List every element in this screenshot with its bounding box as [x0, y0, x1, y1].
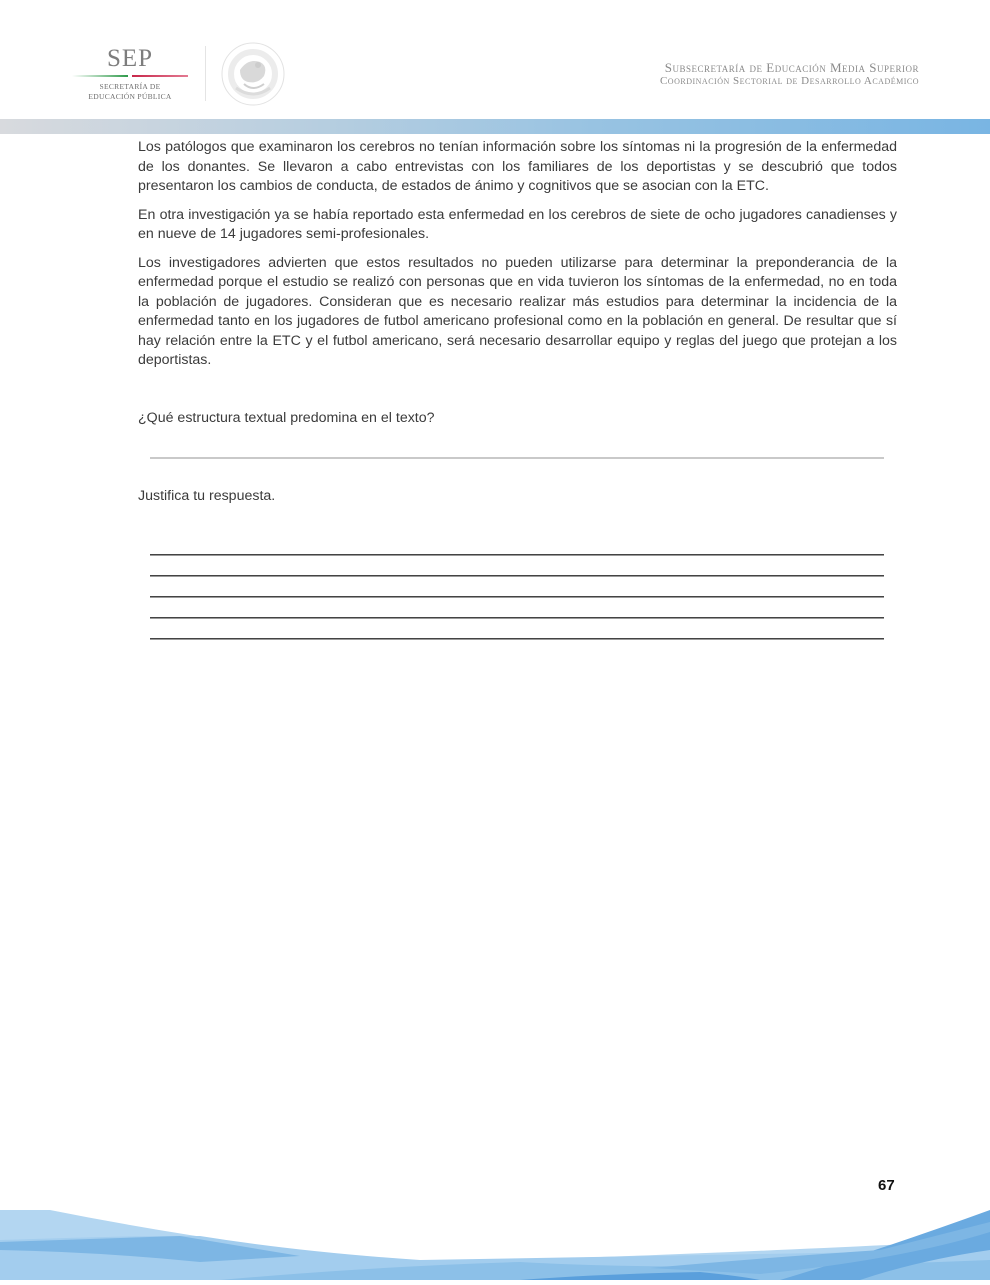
sep-green-bar [72, 75, 128, 77]
answer-line[interactable] [150, 554, 884, 556]
page-number: 67 [878, 1177, 895, 1194]
answer-line[interactable] [150, 638, 884, 640]
sep-acronym: SEP [106, 45, 154, 72]
answer-line[interactable] [150, 596, 884, 598]
mexican-seal-icon [218, 40, 288, 113]
header-gradient-bar [0, 119, 990, 134]
question-text: ¿Qué estructura textual predomina en el texto? [138, 410, 435, 426]
answer-line[interactable] [150, 617, 884, 619]
logo-divider [205, 46, 206, 101]
header-institution-text [660, 61, 919, 87]
answer-line[interactable] [150, 575, 884, 577]
sep-subtitle-line2: EDUCACIÓN PÚBLICA [88, 92, 172, 101]
sep-subtitle-line1: SECRETARÍA DE [99, 82, 161, 91]
justify-answer-lines [150, 554, 884, 659]
sep-red-bar [132, 75, 188, 77]
header-subsecretaria: Subsecretaría de Educación Media Superior [664, 60, 919, 75]
header-coordinacion: Coordinación Sectorial de Desarrollo Académico [659, 75, 919, 87]
justify-prompt: Justifica tu respuesta. [138, 488, 276, 504]
footer-wave-decoration [0, 1190, 990, 1280]
sep-tricolor-bars [72, 75, 188, 78]
reading-passage [138, 138, 897, 380]
sep-logo [70, 44, 190, 104]
paragraph-1: Los patólogos que examinaron los cerebros no tenían información sobre los síntomas ni la progresión de la enfermedad de los donantes. Se llevaron a cabo entrevistas con los familiares de los deportistas y se descubrió que todos presentaron los cambios de conducta, de estados de ánimo y cognitivos que se asocian con la ETC. [138, 139, 897, 194]
paragraph-3: Los investigadores advierten que estos resultados no pueden utilizarse para determinar la preponderancia de la enfermedad porque el estudio se realizó con personas que en vida tuvieron los síntomas de la enfermedad, no en toda la población de jugadores. Consideran que es necesario realizar más estudios para determinar la incidencia de la enfermedad tanto en los jugadores de futbol americano profesional como en la población en general. De resultar que sí hay relación entre la ETC y el futbol americano, será necesario desarrollar equipo y reglas del juego que protejan a los deportistas. [138, 254, 897, 368]
paragraph-2: En otra investigación ya se había reportado esta enfermedad en los cerebros de siete de ocho jugadores canadienses y en nueve de 14 jugadores semi-profesionales. [138, 206, 897, 242]
page-header [0, 0, 990, 118]
question-answer-line[interactable] [150, 457, 884, 459]
